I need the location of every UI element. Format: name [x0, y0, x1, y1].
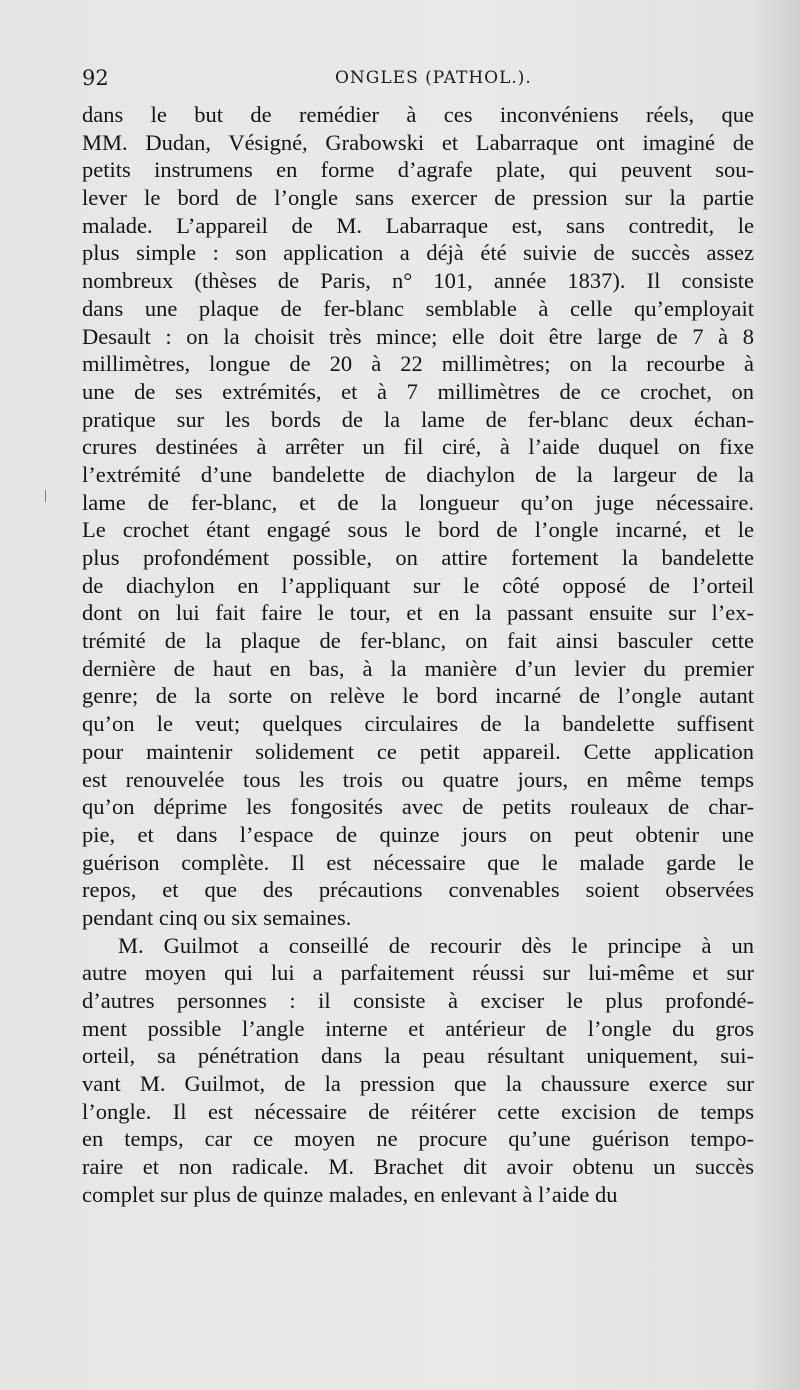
text-line: de diachylon en l’appliquant sur le côté opposé de l’orteil	[82, 572, 754, 598]
text-line: pendant cinq ou six semaines.	[82, 904, 352, 930]
text-line: crures destinées à arrêter un fil ciré, à l’aide duquel on fixe	[82, 434, 754, 460]
text-line: orteil, sa pénétration dans la peau résultant uniquement, sui-	[82, 1043, 754, 1069]
text-line: vant M. Guilmot, de la pression que la chaussure exerce sur	[82, 1071, 754, 1097]
text-line: raire et non radicale. M. Brachet dit avoir obtenu un succès	[82, 1154, 754, 1180]
text-line: lame de fer-blanc, et de la longueur qu’on juge nécessaire.	[82, 489, 754, 515]
text-line: M. Guilmot a conseillé de recourir dès le principe à un	[118, 932, 754, 958]
text-line: complet sur plus de quinze malades, en enlevant à l’aide du	[82, 1181, 618, 1207]
text-line: pratique sur les bords de la lame de fer-blanc deux échan-	[82, 406, 754, 432]
text-line: pie, et dans l’espace de quinze jours on peut obtenir une	[82, 821, 754, 847]
text-line: pour maintenir solidement ce petit appareil. Cette application	[82, 738, 754, 764]
text-line: dans le but de remédier à ces inconvéniens réels, que	[82, 102, 754, 127]
margin-mark	[45, 490, 46, 502]
text-line: malade. L’appareil de M. Labarraque est, sans contredit, le	[82, 212, 754, 238]
text-line: l’ongle. Il est nécessaire de réitérer cette excision de temps	[82, 1098, 754, 1124]
text-line: d’autres personnes : il consiste à exciser le plus profondé-	[82, 988, 754, 1013]
text-line: qu’on déprime les fongosités avec de petits rouleaux de char-	[82, 794, 754, 820]
text-line: dont on lui fait faire le tour, et en la passant ensuite sur l’ex-	[82, 600, 754, 626]
text-line: dernière de haut en bas, à la manière d’un levier du premier	[82, 655, 754, 681]
text-line: repos, et que des précautions convenables soient observées	[82, 877, 754, 903]
text-line: autre moyen qui lui a parfaitement réussi sur lui-même et sur	[82, 960, 754, 986]
page-header	[82, 66, 754, 96]
body-text	[82, 101, 754, 1209]
text-line: genre; de la sorte on relève le bord incarné de l’ongle autant	[82, 683, 754, 709]
paragraph	[82, 932, 754, 1209]
text-line: ment possible l’angle interne et antérieur de l’ongle du gros	[82, 1015, 754, 1041]
text-line: MM. Dudan, Vésigné, Grabowski et Labarraque ont imaginé de	[82, 129, 754, 155]
text-line: nombreux (thèses de Paris, n° 101, année 1837). Il consiste	[82, 268, 754, 294]
text-line: qu’on le veut; quelques circulaires de la bandelette suffisent	[82, 711, 754, 737]
text-line: Desault : on la choisit très mince; elle doit être large de 7 à 8	[82, 323, 754, 349]
text-line: Le crochet étant engagé sous le bord de l’ongle incarné, et le	[82, 517, 754, 543]
page-number: 92	[82, 66, 109, 90]
running-head: ONGLES (PATHOL.).	[335, 68, 532, 88]
text-line: guérison complète. Il est nécessaire que le malade garde le	[82, 849, 754, 875]
text-line: millimètres, longue de 20 à 22 millimètres; on la recourbe à	[82, 351, 754, 377]
text-line: trémité de la plaque de fer-blanc, on fait ainsi basculer cette	[82, 628, 754, 654]
text-line: dans une plaque de fer-blanc semblable à celle qu’employait	[82, 295, 754, 321]
text-line: en temps, car ce moyen ne procure qu’une guérison tempo-	[82, 1126, 754, 1152]
text-line: petits instrumens en forme d’agrafe plate, qui peuvent sou-	[82, 157, 754, 183]
text-line: lever le bord de l’ongle sans exercer de pression sur la partie	[82, 185, 754, 211]
paragraph	[82, 101, 754, 932]
text-line: plus simple : son application a déjà été suivie de succès assez	[82, 240, 754, 266]
text-line: l’extrémité d’une bandelette de diachylon de la largeur de la	[82, 461, 754, 487]
text-line: est renouvelée tous les trois ou quatre jours, en même temps	[82, 766, 754, 792]
text-line: plus profondément possible, on attire fortement la bandelette	[82, 545, 754, 570]
text-line: une de ses extrémités, et à 7 millimètres de ce crochet, on	[82, 378, 754, 404]
